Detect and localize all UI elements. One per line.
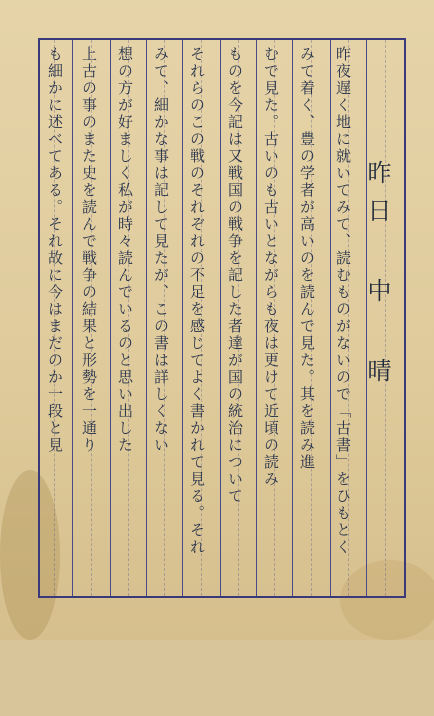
text-column-4: ものを今記は又戦国の戦争を記した者達が国の統治について bbox=[226, 46, 244, 505]
text-column-3: むで見た。古いのも古いとながらも夜は更けて近頃の読み bbox=[262, 46, 280, 488]
text-column-2: みて着く、豊の学者が高いのを読んで見た。其を読み進 bbox=[298, 46, 316, 471]
text-column-9: も細かに述べてある。それ故に今はまだのか一段と見 bbox=[46, 46, 64, 454]
manuscript-grid bbox=[38, 38, 406, 598]
text-column-7: 想の方が好ましく私が時々読んでいるのと思い出した bbox=[116, 46, 134, 454]
text-column-8: 上古の事のまた史を読んで戦争の結果と形勢を一通り bbox=[80, 46, 98, 454]
text-column-1: 昨夜遅く地に就いてみて、読むものがないので「古書」をひもとく bbox=[334, 46, 352, 556]
text-column-5: それらのこの戦のそれぞれの不足を感じてよく書かれて見る。それ bbox=[188, 46, 206, 556]
diary-date-line: 昨日 中 晴 bbox=[363, 160, 391, 396]
text-column-6: みて、細かな事は記して見たが、この書は詳しくない bbox=[152, 46, 170, 454]
